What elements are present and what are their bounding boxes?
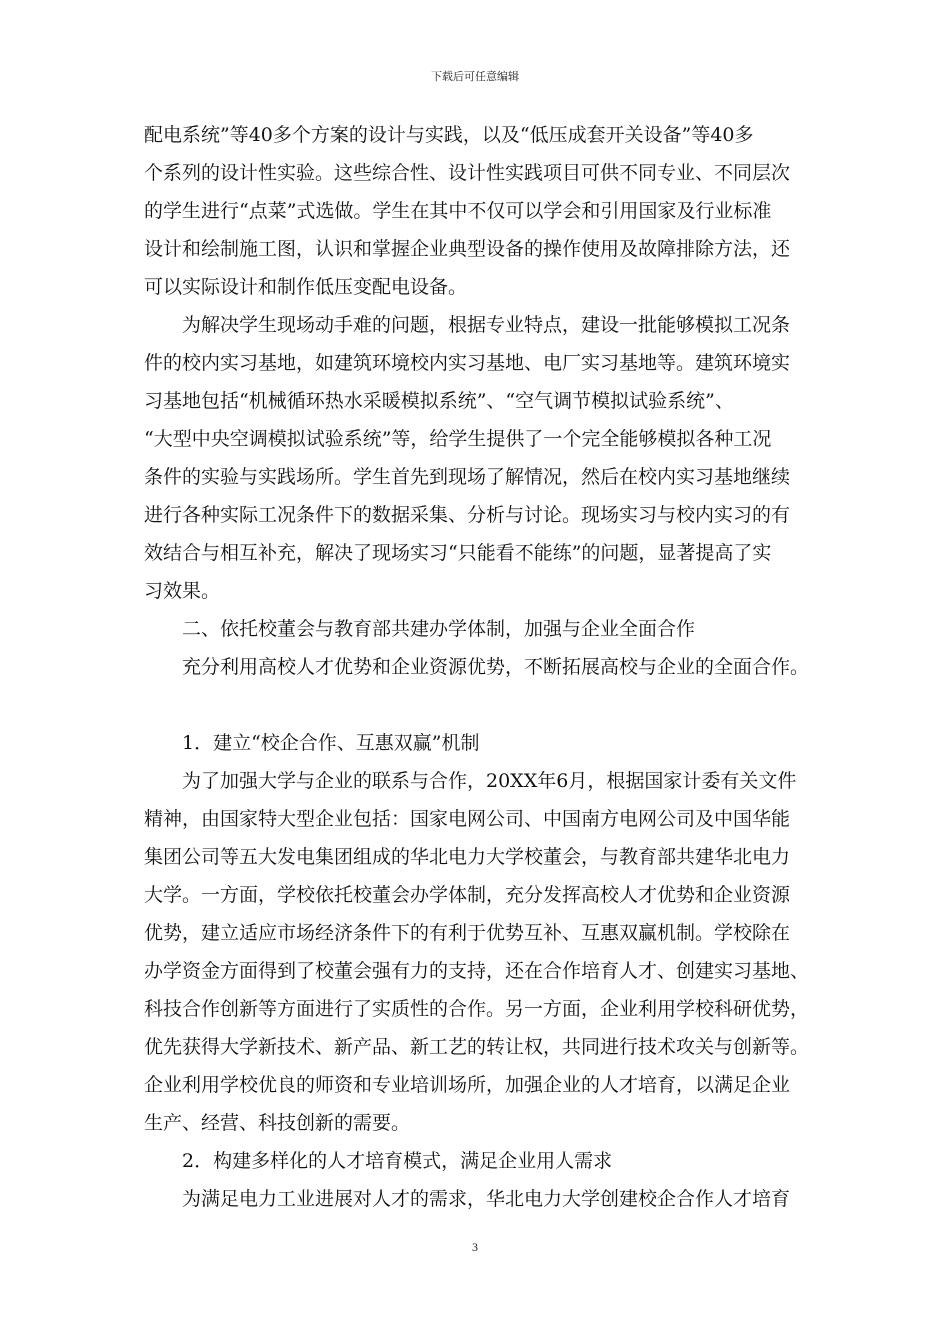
text-line: 集团公司等五大发电集团组成的华北电力大学校董会，与教育部共建华北电力 xyxy=(144,846,791,868)
text-line: 条件的实验与实践场所。学生首先到现场了解情况，然后在校内实习基地继续 xyxy=(144,466,791,488)
text-line: 效结合与相互补充，解决了现场实习“只能看不能练”的问题，显著提高了实 xyxy=(144,542,772,564)
subsection-heading: 2．构建多样化的人才培育模式，满足企业用人需求 xyxy=(144,1150,613,1172)
text-line: 大学。一方面，学校依托校董会办学体制，充分发挥高校人才优势和企业资源 xyxy=(144,884,791,906)
text-line: 科技合作创新等方面进行了实质性的合作。另一方面，企业利用学校科研优势， xyxy=(144,998,809,1020)
text-line: 个系列的设计性实验。这些综合性、设计性实践项目可供不同专业、不同层次 xyxy=(144,162,791,184)
text-line: 件的校内实习基地，如建筑环境校内实习基地、电厂实习基地等。建筑环境实 xyxy=(144,352,791,374)
document-body xyxy=(144,116,809,1218)
text-line: 习效果。 xyxy=(144,580,221,602)
text-line: 生产、经营、科技创新的需要。 xyxy=(144,1112,411,1134)
text-line: 为了加强大学与企业的联系与合作，20XX年6月，根据国家计委有关文件 xyxy=(144,770,797,792)
text-line: 优势，建立适应市场经济条件下的有利于优势互补、互惠双赢机制。学校除在 xyxy=(144,922,791,944)
text-line: 配电系统”等40多个方案的设计与实践，以及“低压成套开关设备”等40多 xyxy=(144,124,754,146)
text-line: 的学生进行“点菜”式选做。学生在其中不仅可以学会和引用国家及行业标准 xyxy=(144,200,772,222)
text-line: 设计和绘制施工图，认识和掌握企业典型设备的操作使用及故障排除方法，还 xyxy=(144,238,791,260)
text-line: 为满足电力工业进展对人才的需求，华北电力大学创建校企合作人才培育 xyxy=(144,1188,791,1210)
text-line: 为解决学生现场动手难的问题，根据专业特点，建设一批能够模拟工况条 xyxy=(144,314,791,336)
text-line: 精神，由国家特大型企业包括：国家电网公司、中国南方电网公司及中国华能 xyxy=(144,808,791,830)
text-line: 可以实际设计和制作低压变配电设备。 xyxy=(144,276,468,298)
page-number: 3 xyxy=(472,1240,478,1254)
text-line: 充分利用高校人才优势和企业资源优势，不断拓展高校与企业的全面合作。 xyxy=(144,656,809,678)
text-line: 企业利用学校优良的师资和专业培训场所，加强企业的人才培育，以满足企业 xyxy=(144,1074,791,1096)
text-line: 习基地包括“机械循环热水采暖模拟系统”、“空气调节模拟试验系统”、 xyxy=(144,390,734,412)
paragraph-gap xyxy=(144,686,809,724)
text-line: 进行各种实际工况条件下的数据采集、分析与讨论。现场实习与校内实习的有 xyxy=(144,504,791,526)
text-line: “大型中央空调模拟试验系统”等，给学生提供了一个完全能够模拟各种工况 xyxy=(144,428,772,450)
subsection-heading: 1．建立“校企合作、互惠双赢”机制 xyxy=(144,732,480,754)
text-line: 优先获得大学新技术、新产品、新工艺的转让权，共同进行技术攻关与创新等。 xyxy=(144,1036,809,1058)
page-header: 下载后可任意编辑 xyxy=(431,70,519,83)
text-line: 办学资金方面得到了校董会强有力的支持，还在合作培育人才、创建实习基地、 xyxy=(144,960,809,982)
section-heading: 二、依托校董会与教育部共建办学体制，加强与企业全面合作 xyxy=(144,618,696,640)
